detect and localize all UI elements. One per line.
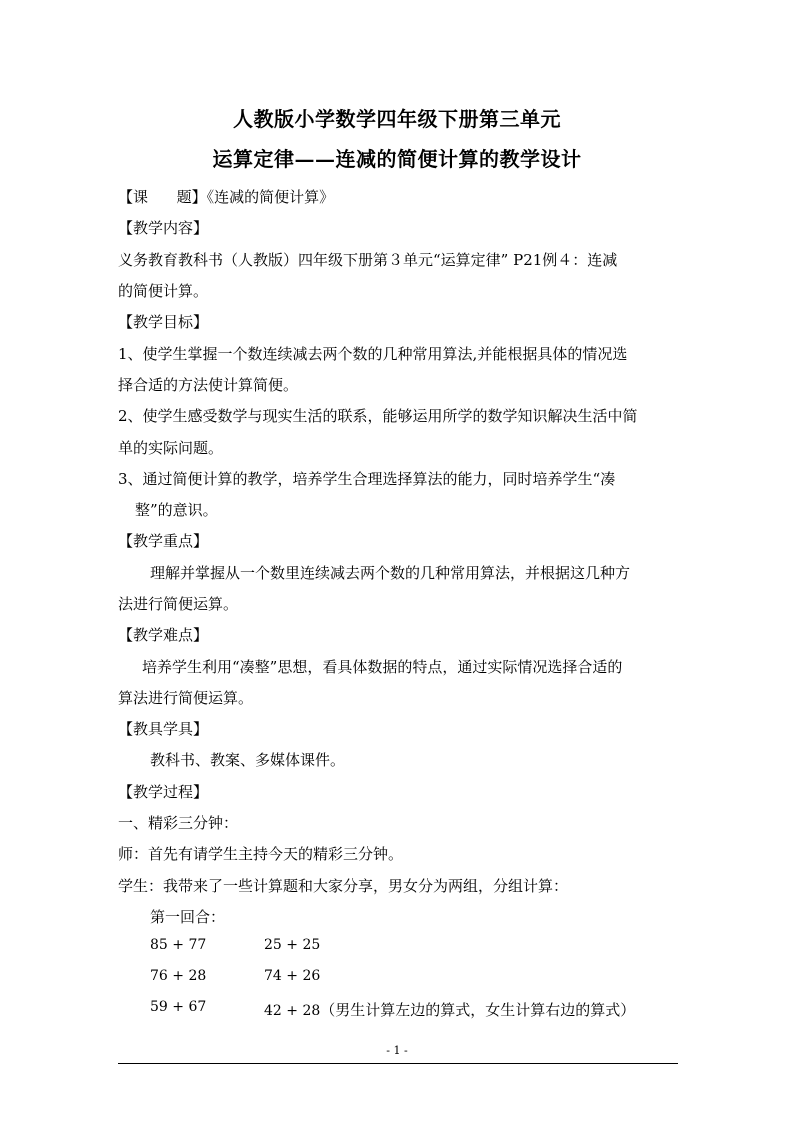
- document-title-line1: 人教版小学数学四年级下册第三单元: [233, 107, 561, 131]
- key-text-line1: 理解并掌握从一个数里连续减去两个数的几种常用算法，并根据这几种方: [150, 564, 631, 582]
- key-text-line2: 法进行简便运算。: [118, 595, 239, 613]
- goal3-line1: 3、通过简便计算的教学，培养学生合理选择算法的能力，同时培养学生“凑: [118, 470, 616, 488]
- calc-right: 42 + 28: [264, 1003, 321, 1019]
- teacher-line: 师：首先有请学生主持今天的精彩三分钟。: [118, 845, 404, 863]
- round1-label: 第一回合：: [150, 908, 226, 926]
- calc-right: 25 + 25: [264, 937, 321, 953]
- calc-left: 85 + 77: [150, 937, 207, 953]
- goal1-line1: 1、使学生掌握一个数连续减去两个数的几种常用算法,并能根据具体的情况选: [118, 345, 628, 363]
- tools-heading: 【教具学具】: [118, 720, 209, 738]
- topic-label: 【课 题】: [118, 188, 207, 206]
- tools-text: 教科书、教案、多媒体课件。: [150, 751, 346, 769]
- step1-heading: 一、精彩三分钟：: [118, 814, 239, 832]
- key-heading: 【教学重点】: [118, 532, 209, 550]
- calc-right-with-note: [264, 999, 635, 1020]
- calc-right: 74 + 26: [264, 968, 321, 984]
- calc-left: 76 + 28: [150, 968, 207, 984]
- topic-line: [118, 186, 334, 207]
- student-line: 学生：我带来了一些计算题和大家分享，男女分为两组，分组计算：: [118, 877, 569, 895]
- goal1-line2: 择合适的方法使计算简便。: [118, 376, 299, 394]
- difficult-text-line1: 培养学生利用“凑整”思想，看具体数据的特点，通过实际情况选择合适的: [142, 658, 623, 676]
- document-title-line2: 运算定律——连减的简便计算的教学设计: [212, 147, 582, 171]
- goal2-line1: 2、使学生感受数学与现实生活的联系，能够运用所学的数学知识解决生活中简: [118, 407, 638, 425]
- page-number: - 1 -: [386, 1044, 408, 1057]
- goal3-line2: 整”的意识。: [135, 501, 218, 519]
- difficult-heading: 【教学难点】: [118, 626, 209, 644]
- difficult-text-line2: 算法进行简便运算。: [118, 689, 254, 707]
- process-heading: 【教学过程】: [118, 783, 209, 801]
- goals-heading: 【教学目标】: [118, 313, 209, 331]
- content-text-line2: 的简便计算。: [118, 282, 209, 300]
- content-heading: 【教学内容】: [118, 219, 209, 237]
- topic-value: 《连减的简便计算》: [206, 188, 335, 206]
- calc-left: 59 + 67: [150, 999, 207, 1015]
- footer-rule: [118, 1063, 678, 1064]
- content-text-line1: 义务教育教科书（人教版）四年级下册第３单元“运算定律” P21例４：连减: [118, 251, 618, 269]
- goal2-line2: 单的实际问题。: [118, 439, 224, 457]
- calc-note: （男生计算左边的算式，女生计算右边的算式）: [320, 1001, 636, 1019]
